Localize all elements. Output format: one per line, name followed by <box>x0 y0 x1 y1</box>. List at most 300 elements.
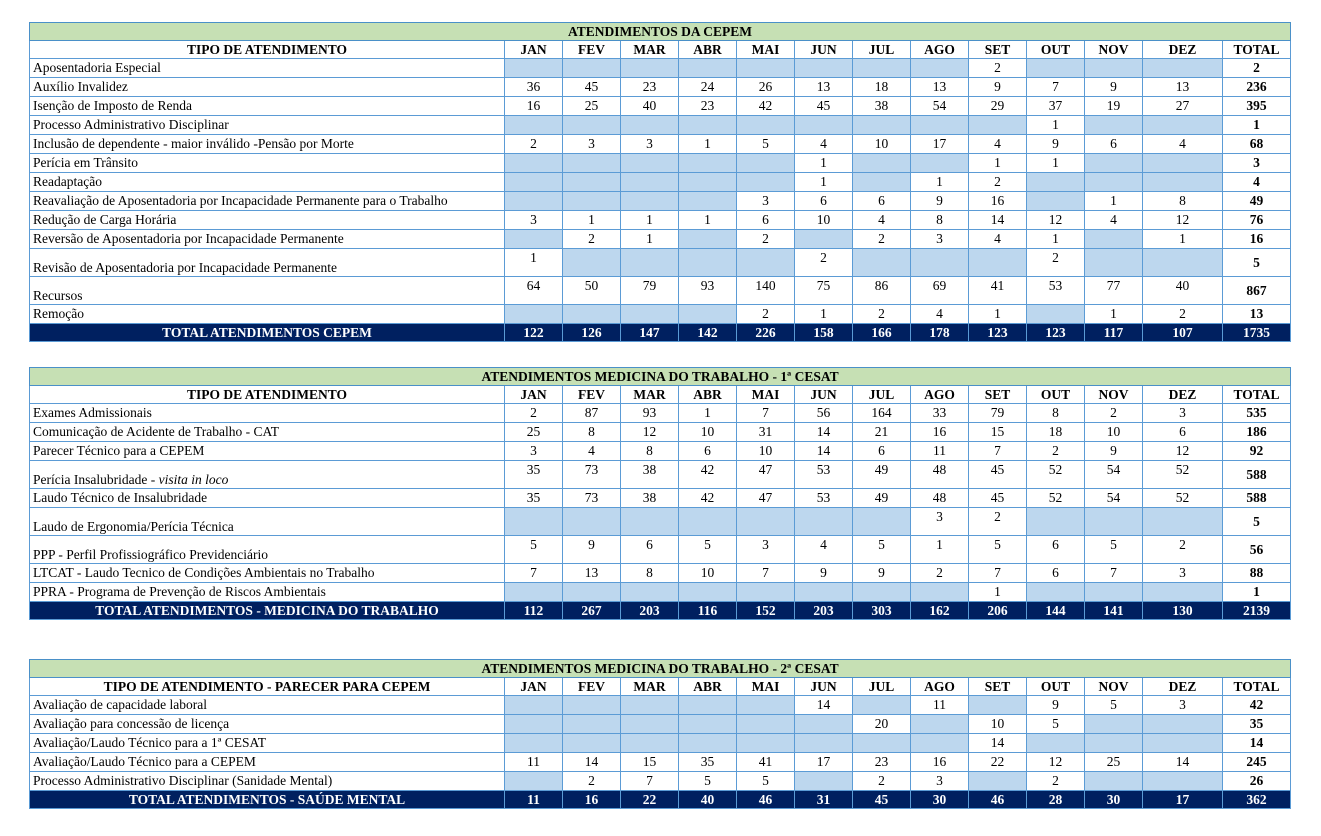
total-jul: 303 <box>853 602 911 620</box>
month-header-out: OUT <box>1027 386 1085 404</box>
cell-mar: 38 <box>621 461 679 489</box>
total-jun: 158 <box>795 324 853 342</box>
month-header-abr: ABR <box>679 678 737 696</box>
cell-jul: 20 <box>853 715 911 734</box>
cell-mar: 79 <box>621 277 679 305</box>
table-row <box>30 753 1291 772</box>
cell-abr: 5 <box>679 536 737 564</box>
table-row <box>30 97 1291 116</box>
cell-abr <box>679 508 737 536</box>
total-abr: 116 <box>679 602 737 620</box>
row-label: Perícia em Trânsito <box>30 154 505 173</box>
row-total: 1 <box>1223 583 1291 602</box>
row-label: Perícia Insalubridade - visita in loco <box>30 461 505 489</box>
cell-mar <box>621 305 679 324</box>
total-set: 206 <box>969 602 1027 620</box>
total-nov: 30 <box>1085 791 1143 809</box>
cell-out: 52 <box>1027 489 1085 508</box>
row-label: Exames Admissionais <box>30 404 505 423</box>
table-row <box>30 564 1291 583</box>
cell-dez <box>1143 734 1223 753</box>
cell-fev: 8 <box>563 423 621 442</box>
row-label: Processo Administrativo Disciplinar (Sanidade Mental) <box>30 772 505 791</box>
row-total: 3 <box>1223 154 1291 173</box>
cell-mai: 47 <box>737 461 795 489</box>
cell-jul: 49 <box>853 489 911 508</box>
row-total: 1 <box>1223 116 1291 135</box>
cell-fev: 13 <box>563 564 621 583</box>
month-header-dez: DEZ <box>1143 678 1223 696</box>
cell-jan <box>505 772 563 791</box>
cell-ago <box>911 116 969 135</box>
month-header-set: SET <box>969 386 1027 404</box>
cell-set: 79 <box>969 404 1027 423</box>
row-total: 588 <box>1223 489 1291 508</box>
cell-ago <box>911 59 969 78</box>
cell-abr: 24 <box>679 78 737 97</box>
cell-jun: 13 <box>795 78 853 97</box>
cell-mai: 31 <box>737 423 795 442</box>
cell-set <box>969 249 1027 277</box>
row-total: 5 <box>1223 508 1291 536</box>
month-header-mai: MAI <box>737 678 795 696</box>
total-dez: 17 <box>1143 791 1223 809</box>
cell-nov: 9 <box>1085 442 1143 461</box>
cell-jul: 6 <box>853 192 911 211</box>
total-column-header: TOTAL <box>1223 41 1291 59</box>
cell-ago: 3 <box>911 508 969 536</box>
row-label: Auxílio Invalidez <box>30 78 505 97</box>
total-jan: 122 <box>505 324 563 342</box>
cell-ago: 54 <box>911 97 969 116</box>
cell-fev <box>563 154 621 173</box>
month-header-abr: ABR <box>679 386 737 404</box>
table-title: ATENDIMENTOS MEDICINA DO TRABALHO - 1ª CESAT <box>30 368 1291 386</box>
total-row-label: TOTAL ATENDIMENTOS - MEDICINA DO TRABALHO <box>30 602 505 620</box>
cell-nov <box>1085 583 1143 602</box>
cell-jun: 10 <box>795 211 853 230</box>
cell-nov <box>1085 508 1143 536</box>
cell-set: 45 <box>969 489 1027 508</box>
cell-out: 12 <box>1027 211 1085 230</box>
column-header-row <box>30 41 1291 59</box>
cell-nov: 10 <box>1085 423 1143 442</box>
table-row <box>30 583 1291 602</box>
cell-abr <box>679 59 737 78</box>
month-header-out: OUT <box>1027 678 1085 696</box>
row-total: 56 <box>1223 536 1291 564</box>
cell-mai: 10 <box>737 442 795 461</box>
cell-jun: 14 <box>795 423 853 442</box>
cell-fev: 3 <box>563 135 621 154</box>
row-total: 245 <box>1223 753 1291 772</box>
table-row <box>30 135 1291 154</box>
month-header-set: SET <box>969 678 1027 696</box>
total-ago: 30 <box>911 791 969 809</box>
month-header-abr: ABR <box>679 41 737 59</box>
cell-dez: 2 <box>1143 536 1223 564</box>
total-nov: 117 <box>1085 324 1143 342</box>
total-jun: 203 <box>795 602 853 620</box>
cell-out: 1 <box>1027 230 1085 249</box>
cell-abr: 1 <box>679 211 737 230</box>
cell-jun <box>795 772 853 791</box>
cell-jun: 2 <box>795 249 853 277</box>
month-header-jan: JAN <box>505 678 563 696</box>
cell-abr <box>679 192 737 211</box>
cell-mai: 26 <box>737 78 795 97</box>
cell-mar: 23 <box>621 78 679 97</box>
cell-dez: 6 <box>1143 423 1223 442</box>
cell-out: 8 <box>1027 404 1085 423</box>
cell-mai <box>737 154 795 173</box>
total-jul: 45 <box>853 791 911 809</box>
cell-jul <box>853 583 911 602</box>
cell-fev: 4 <box>563 442 621 461</box>
table-row <box>30 277 1291 305</box>
cell-nov <box>1085 116 1143 135</box>
cell-mai <box>737 116 795 135</box>
cell-dez <box>1143 249 1223 277</box>
cell-out: 7 <box>1027 78 1085 97</box>
cell-jul: 2 <box>853 772 911 791</box>
cell-nov <box>1085 249 1143 277</box>
month-header-nov: NOV <box>1085 386 1143 404</box>
row-total: 5 <box>1223 249 1291 277</box>
cell-jul <box>853 696 911 715</box>
cell-jan <box>505 154 563 173</box>
cell-nov <box>1085 734 1143 753</box>
cell-ago: 17 <box>911 135 969 154</box>
cell-set: 7 <box>969 442 1027 461</box>
cell-mai: 2 <box>737 305 795 324</box>
cell-jun: 53 <box>795 461 853 489</box>
cell-ago: 4 <box>911 305 969 324</box>
cell-out: 6 <box>1027 536 1085 564</box>
column-header-row <box>30 386 1291 404</box>
cell-set: 2 <box>969 59 1027 78</box>
cell-abr <box>679 116 737 135</box>
cell-nov: 54 <box>1085 461 1143 489</box>
total-mai: 46 <box>737 791 795 809</box>
cell-ago <box>911 734 969 753</box>
cell-nov: 4 <box>1085 211 1143 230</box>
cell-jan: 5 <box>505 536 563 564</box>
cell-set: 4 <box>969 230 1027 249</box>
cell-jun: 1 <box>795 154 853 173</box>
cell-ago: 1 <box>911 536 969 564</box>
cell-jan <box>505 583 563 602</box>
cell-fev: 87 <box>563 404 621 423</box>
cell-dez: 2 <box>1143 305 1223 324</box>
cell-nov: 5 <box>1085 536 1143 564</box>
cell-jan: 7 <box>505 564 563 583</box>
cell-jul <box>853 154 911 173</box>
row-label: Avaliação para concessão de licença <box>30 715 505 734</box>
table-row <box>30 230 1291 249</box>
month-header-mar: MAR <box>621 386 679 404</box>
cell-set: 1 <box>969 583 1027 602</box>
cell-fev: 1 <box>563 211 621 230</box>
row-label: Redução de Carga Horária <box>30 211 505 230</box>
month-header-dez: DEZ <box>1143 386 1223 404</box>
cell-dez: 1 <box>1143 230 1223 249</box>
cell-dez <box>1143 715 1223 734</box>
cell-jan: 2 <box>505 135 563 154</box>
table-row <box>30 116 1291 135</box>
cell-jul: 18 <box>853 78 911 97</box>
cell-out <box>1027 192 1085 211</box>
cell-nov <box>1085 59 1143 78</box>
cell-jul: 86 <box>853 277 911 305</box>
cell-jul: 10 <box>853 135 911 154</box>
cell-ago: 33 <box>911 404 969 423</box>
month-header-set: SET <box>969 41 1027 59</box>
row-total: 42 <box>1223 696 1291 715</box>
cell-abr: 10 <box>679 564 737 583</box>
cell-jun: 14 <box>795 442 853 461</box>
cell-jan: 16 <box>505 97 563 116</box>
cell-jun: 1 <box>795 305 853 324</box>
cell-fev <box>563 734 621 753</box>
cell-out <box>1027 59 1085 78</box>
cell-ago <box>911 249 969 277</box>
row-total: 26 <box>1223 772 1291 791</box>
cell-mai: 41 <box>737 753 795 772</box>
month-header-out: OUT <box>1027 41 1085 59</box>
cell-abr: 35 <box>679 753 737 772</box>
cell-mai: 140 <box>737 277 795 305</box>
row-label: Inclusão de dependente - maior inválido -Pensão por Morte <box>30 135 505 154</box>
cell-ago: 48 <box>911 489 969 508</box>
cell-fev: 73 <box>563 489 621 508</box>
cell-jan: 36 <box>505 78 563 97</box>
cell-out <box>1027 583 1085 602</box>
month-header-fev: FEV <box>563 41 621 59</box>
total-fev: 16 <box>563 791 621 809</box>
cell-fev: 50 <box>563 277 621 305</box>
cell-nov: 77 <box>1085 277 1143 305</box>
cell-mar: 1 <box>621 230 679 249</box>
cell-ago: 13 <box>911 78 969 97</box>
cell-mar: 93 <box>621 404 679 423</box>
cell-mai <box>737 173 795 192</box>
row-total: 867 <box>1223 277 1291 305</box>
cell-jan <box>505 59 563 78</box>
cell-jul: 23 <box>853 753 911 772</box>
table-cepem <box>29 22 1291 342</box>
table-row <box>30 461 1291 489</box>
cell-jan <box>505 116 563 135</box>
cell-dez <box>1143 59 1223 78</box>
cell-nov: 5 <box>1085 696 1143 715</box>
table-row <box>30 173 1291 192</box>
cell-ago: 2 <box>911 564 969 583</box>
total-row-label: TOTAL ATENDIMENTOS - SAÚDE MENTAL <box>30 791 505 809</box>
cell-set: 9 <box>969 78 1027 97</box>
cell-jun <box>795 508 853 536</box>
cell-fev: 2 <box>563 230 621 249</box>
cell-mai <box>737 508 795 536</box>
month-header-ago: AGO <box>911 678 969 696</box>
cell-mar <box>621 696 679 715</box>
cell-nov: 9 <box>1085 78 1143 97</box>
cell-jul: 2 <box>853 305 911 324</box>
total-out: 144 <box>1027 602 1085 620</box>
table-total-row <box>30 602 1291 620</box>
cell-jan: 35 <box>505 489 563 508</box>
cell-mai: 5 <box>737 772 795 791</box>
cell-abr <box>679 249 737 277</box>
cell-set: 10 <box>969 715 1027 734</box>
cell-jan: 35 <box>505 461 563 489</box>
month-header-ago: AGO <box>911 41 969 59</box>
cell-mai: 42 <box>737 97 795 116</box>
cell-jun: 53 <box>795 489 853 508</box>
cell-mar: 12 <box>621 423 679 442</box>
cell-mar <box>621 173 679 192</box>
row-label: Comunicação de Acidente de Trabalho - CAT <box>30 423 505 442</box>
cell-jan <box>505 734 563 753</box>
cell-ago <box>911 154 969 173</box>
table-cesat-2 <box>29 659 1291 809</box>
cell-jun: 17 <box>795 753 853 772</box>
cell-nov <box>1085 230 1143 249</box>
grand-total: 1735 <box>1223 324 1291 342</box>
cell-jun <box>795 715 853 734</box>
cell-fev <box>563 715 621 734</box>
table-row <box>30 536 1291 564</box>
cell-dez: 8 <box>1143 192 1223 211</box>
total-row-label: TOTAL ATENDIMENTOS CEPEM <box>30 324 505 342</box>
cell-mai: 7 <box>737 564 795 583</box>
row-label: Avaliação/Laudo Técnico para a CEPEM <box>30 753 505 772</box>
total-mar: 147 <box>621 324 679 342</box>
month-header-fev: FEV <box>563 678 621 696</box>
total-ago: 178 <box>911 324 969 342</box>
total-fev: 126 <box>563 324 621 342</box>
cell-out <box>1027 734 1085 753</box>
row-label: Aposentadoria Especial <box>30 59 505 78</box>
table-row <box>30 734 1291 753</box>
cell-mar <box>621 715 679 734</box>
cell-abr: 93 <box>679 277 737 305</box>
cell-fev <box>563 249 621 277</box>
total-dez: 107 <box>1143 324 1223 342</box>
cell-abr <box>679 154 737 173</box>
cell-out: 5 <box>1027 715 1085 734</box>
row-label: Laudo de Ergonomia/Perícia Técnica <box>30 508 505 536</box>
month-header-jun: JUN <box>795 41 853 59</box>
cell-mai: 6 <box>737 211 795 230</box>
cell-mar <box>621 154 679 173</box>
cell-dez: 3 <box>1143 696 1223 715</box>
cell-jul: 49 <box>853 461 911 489</box>
cell-jan <box>505 192 563 211</box>
cell-abr: 42 <box>679 489 737 508</box>
cell-jan: 25 <box>505 423 563 442</box>
cell-abr <box>679 230 737 249</box>
cell-fev <box>563 305 621 324</box>
row-total: 13 <box>1223 305 1291 324</box>
cell-dez <box>1143 116 1223 135</box>
cell-dez <box>1143 772 1223 791</box>
cell-mar: 3 <box>621 135 679 154</box>
cell-out <box>1027 173 1085 192</box>
cell-out: 12 <box>1027 753 1085 772</box>
cell-mai: 2 <box>737 230 795 249</box>
table-row <box>30 772 1291 791</box>
cell-ago: 3 <box>911 772 969 791</box>
cell-mar <box>621 508 679 536</box>
cell-mar <box>621 249 679 277</box>
total-jun: 31 <box>795 791 853 809</box>
cell-jul <box>853 508 911 536</box>
cell-mar <box>621 59 679 78</box>
cell-nov <box>1085 154 1143 173</box>
cell-out: 1 <box>1027 116 1085 135</box>
month-header-jul: JUL <box>853 41 911 59</box>
cell-dez: 12 <box>1143 211 1223 230</box>
cell-nov: 2 <box>1085 404 1143 423</box>
table-title-row <box>30 660 1291 678</box>
cell-mai: 7 <box>737 404 795 423</box>
table-row <box>30 404 1291 423</box>
cell-abr: 1 <box>679 135 737 154</box>
cell-fev <box>563 116 621 135</box>
cell-jan: 64 <box>505 277 563 305</box>
cell-abr <box>679 305 737 324</box>
cell-mar: 8 <box>621 442 679 461</box>
cell-mai <box>737 696 795 715</box>
month-header-mai: MAI <box>737 386 795 404</box>
cell-abr: 6 <box>679 442 737 461</box>
cell-dez: 52 <box>1143 461 1223 489</box>
cell-set <box>969 696 1027 715</box>
total-mar: 22 <box>621 791 679 809</box>
cell-abr: 5 <box>679 772 737 791</box>
cell-set <box>969 772 1027 791</box>
cell-ago <box>911 583 969 602</box>
cell-out: 18 <box>1027 423 1085 442</box>
cell-set: 16 <box>969 192 1027 211</box>
cell-jul: 2 <box>853 230 911 249</box>
cell-mar: 40 <box>621 97 679 116</box>
row-total: 535 <box>1223 404 1291 423</box>
month-header-mar: MAR <box>621 41 679 59</box>
total-out: 28 <box>1027 791 1085 809</box>
cell-dez: 12 <box>1143 442 1223 461</box>
type-column-header: TIPO DE ATENDIMENTO <box>30 386 505 404</box>
cell-set: 7 <box>969 564 1027 583</box>
cell-jun <box>795 59 853 78</box>
cell-mai <box>737 249 795 277</box>
cell-nov: 19 <box>1085 97 1143 116</box>
row-total: 88 <box>1223 564 1291 583</box>
row-total: 49 <box>1223 192 1291 211</box>
cell-jan: 11 <box>505 753 563 772</box>
cell-jun <box>795 734 853 753</box>
total-column-header: TOTAL <box>1223 678 1291 696</box>
cell-dez <box>1143 154 1223 173</box>
cell-fev <box>563 173 621 192</box>
cell-jun: 75 <box>795 277 853 305</box>
total-abr: 142 <box>679 324 737 342</box>
cell-ago <box>911 715 969 734</box>
cell-set: 22 <box>969 753 1027 772</box>
cell-out: 37 <box>1027 97 1085 116</box>
cell-jun: 6 <box>795 192 853 211</box>
